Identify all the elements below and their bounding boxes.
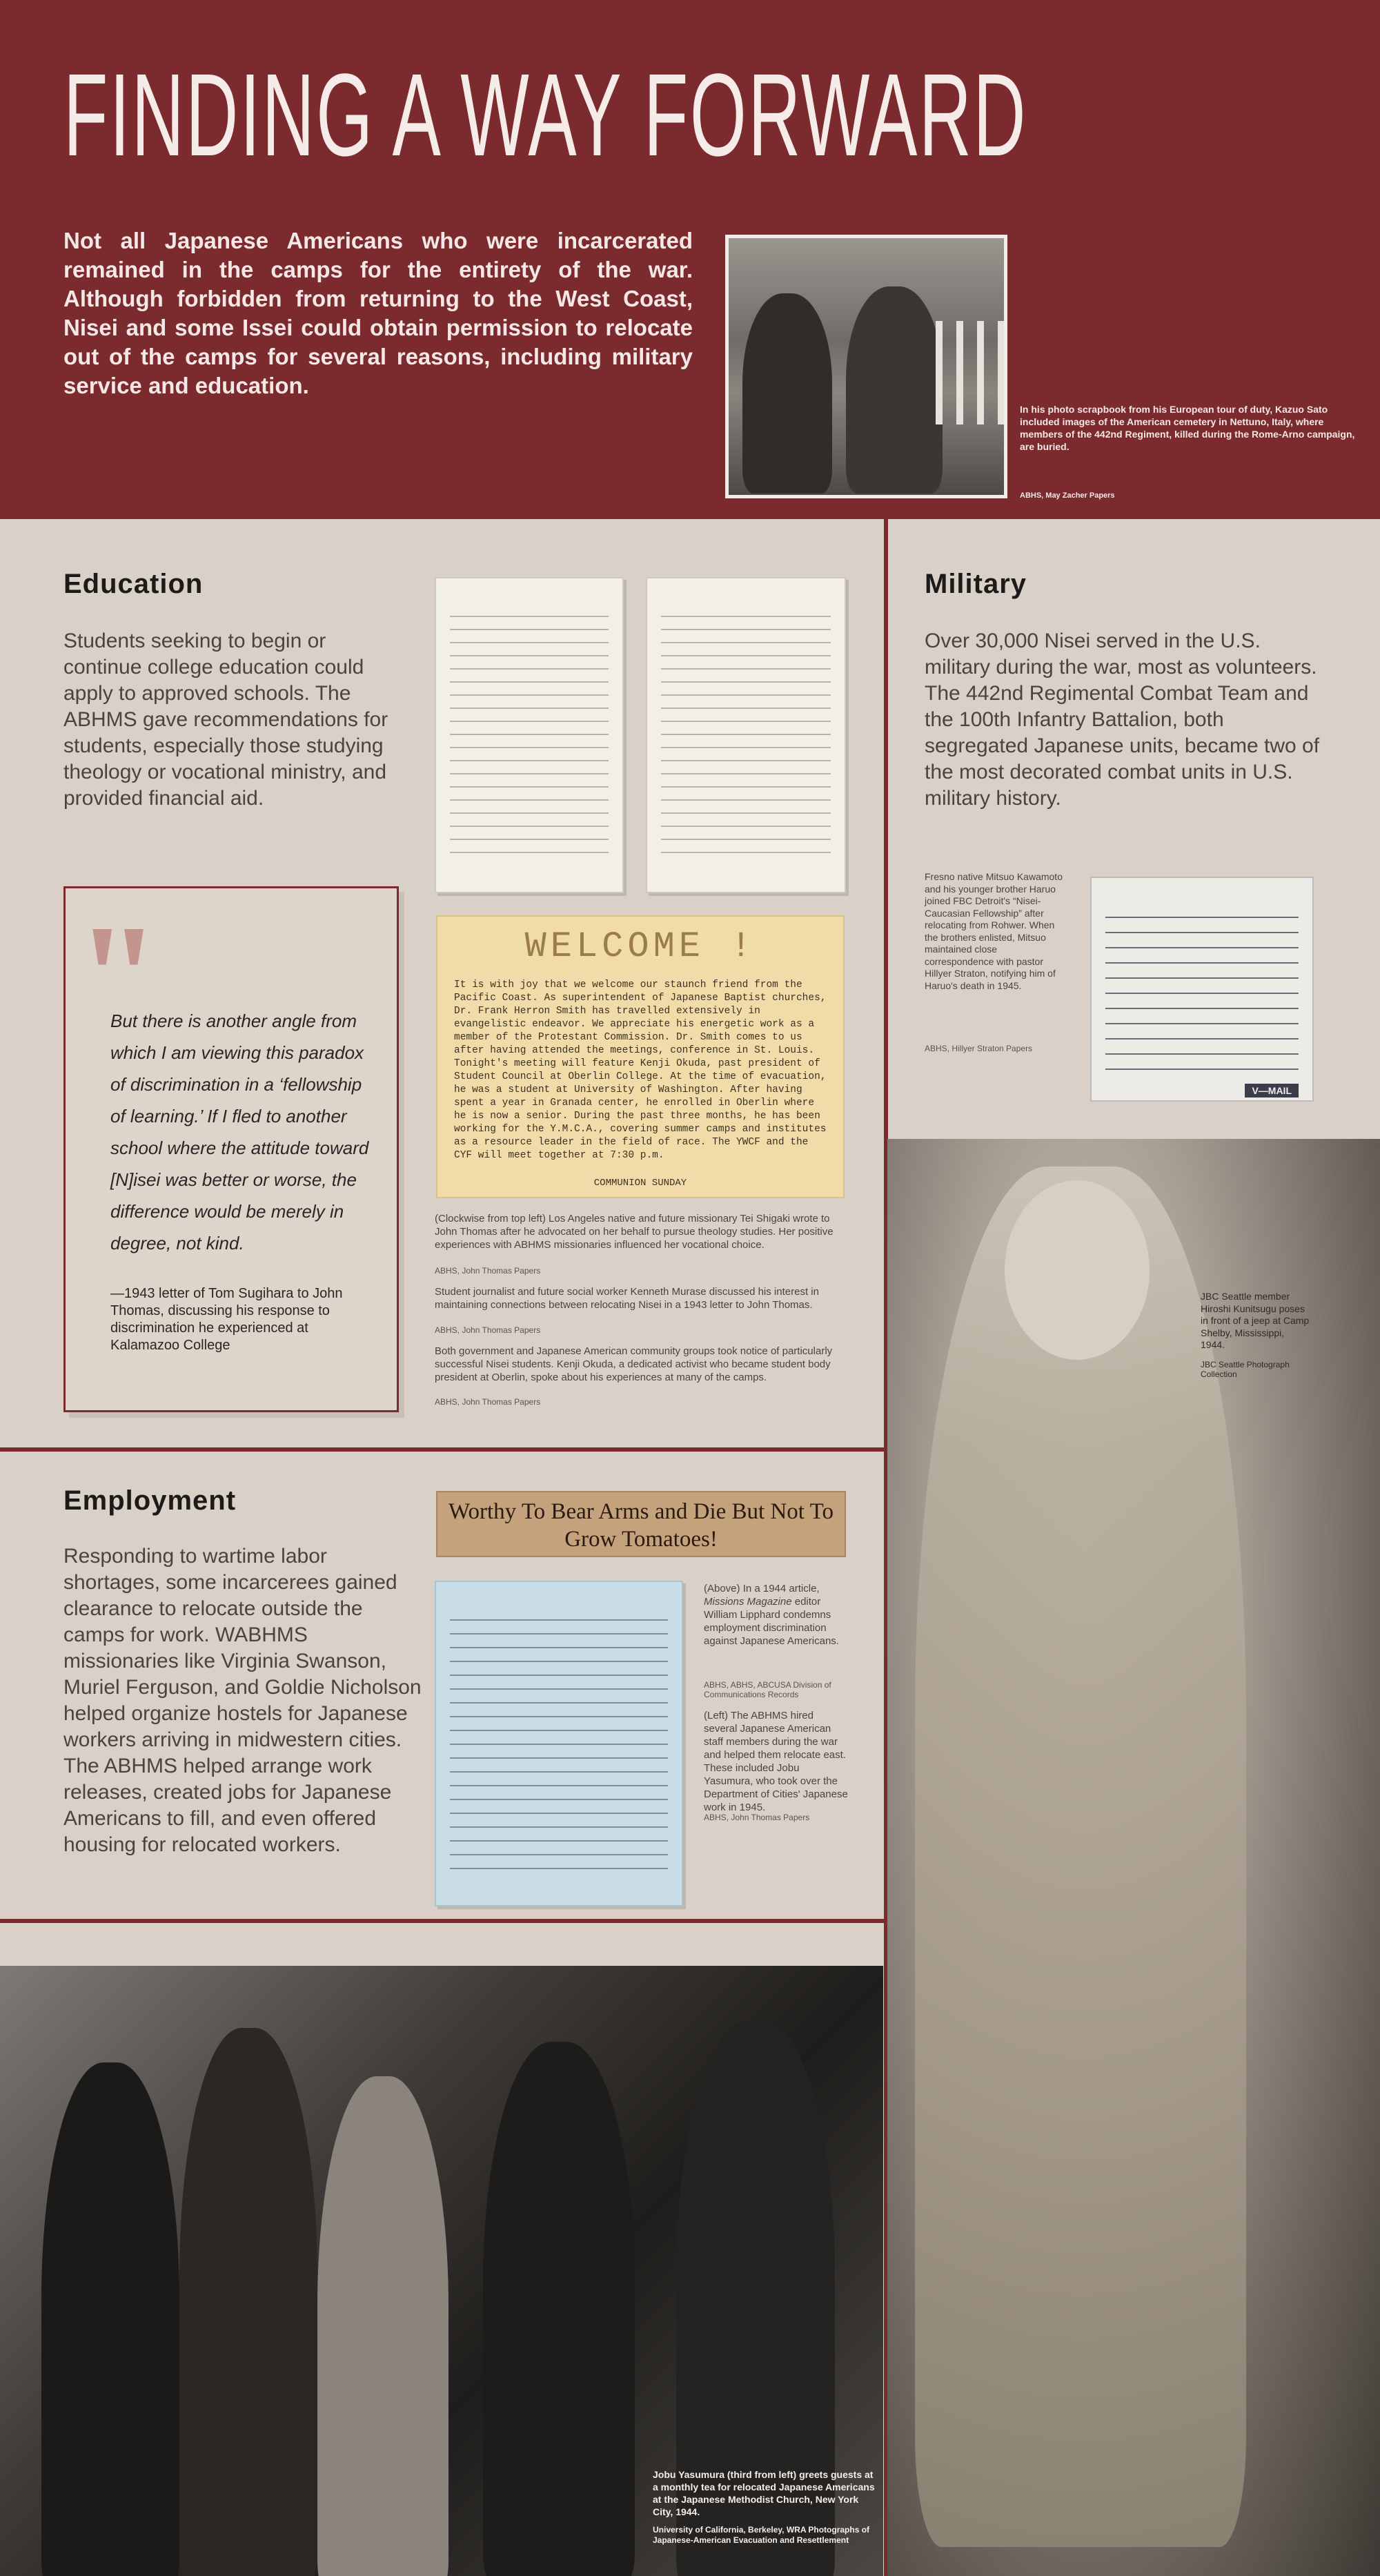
guest-figure-3 bbox=[317, 2076, 448, 2576]
page-title: FINDING A WAY FORWARD bbox=[63, 50, 1028, 181]
employment-body: Responding to wartime labor shortages, some incarcerees gained clearance to relocate outside the camps for work. WABHMS missionaries like Virginia Swanson, Muriel Ferguson, and Goldie Nicholson helped organize hostels for Japanese workers arriving in midwestern cities. The ABHMS helped arrange work releases, created jobs for Japanese Americans to fill, and even offered housing for relocated workers. bbox=[63, 1545, 422, 1856]
education-credit-3: ABHS, John Thomas Papers bbox=[435, 1397, 541, 1407]
yasumura-caption: (Left) The ABHMS hired several Japanese American staff members during the war and helped them relocate east. These included Jobu Yasumura, who took over the Department of Cities' Japanese work in 1945. bbox=[704, 1710, 848, 1813]
soldier-face bbox=[1005, 1180, 1150, 1360]
welcome-body: It is with joy that we welcome our staunch friend from the Pacific Coast. As superintendent of Japanese Baptist churches, Dr. Frank Herron Smith has travelled extensively in evangelistic endeavor. We appreciate his energetic work as a member of the Protestant Commission. Dr. Smith comes to us after having attended the meetings, conference in St. Louis. Tonight's meeting will feature Kenji Okuda, past president of Student Council at Oberlin College. At the time of evacuation, he was a student at University of Washington. After having spent a year in Granada center, he enrolled in Oberlin where he is now a senior. During the past three months, he has been working for the Y.M.C.A., covering summer camps and institutes as a resource leader in the field of race. The YWCF and the CYF will meet together at 7:30 p.m. bbox=[454, 979, 827, 1161]
kunitsugu-caption: JBC Seattle member Hiroshi Kunitsugu poses in front of a jeep at Camp Shelby, Mississippi, 1944. bbox=[1201, 1291, 1310, 1350]
kawamoto-credit: ABHS, Hillyer Straton Papers bbox=[925, 1044, 1033, 1053]
v-mail-letter-image bbox=[1090, 877, 1314, 1102]
intro-text: Not all Japanese Americans who were incarcerated remained in the camps for the entirety of the war. Although forbidden from returning to the West Coast, Nisei and some Issei could obtain permission to relocate out of the camps for several reasons, including military service and education. bbox=[63, 228, 693, 398]
employment-heading: Employment bbox=[63, 1485, 237, 1516]
cemetery-photo-caption: In his photo scrapbook from his European tour of duty, Kazuo Sato included images of the American cemetery in Nettuno, Italy, where members of the 442nd Regiment, killed during the Rome-Arno campaign, are buried. bbox=[1020, 404, 1355, 452]
shigaki-letter-image bbox=[435, 577, 624, 893]
tea-photo-caption: Jobu Yasumura (third from left) greets guests at a monthly tea for relocated Japanese Americans at the Japanese Methodist Church, New York City, 1944. bbox=[653, 2469, 875, 2517]
guest-figure-4 bbox=[483, 2042, 635, 2576]
kunitsugu-photo bbox=[887, 1139, 1380, 2576]
soldier-portrait-figure bbox=[915, 1167, 1246, 2547]
welcome-bulletin-image bbox=[436, 915, 845, 1198]
quote-attribution: —1943 letter of Tom Sugihara to John Thomas, discussing his response to discrimination he experienced at Kalamazoo College bbox=[110, 1286, 343, 1353]
soldier-figure-right bbox=[846, 286, 943, 494]
guest-figure-2 bbox=[179, 2028, 317, 2576]
yasumura-letter-image bbox=[435, 1581, 683, 1906]
welcome-heading: WELCOME ! bbox=[524, 926, 756, 967]
cemetery-photo-credit: ABHS, May Zacher Papers bbox=[1020, 491, 1115, 500]
education-caption-1: (Clockwise from top left) Los Angeles native and future missionary Tei Shigaki wrote to John Thomas after he advocated on her behalf to pursue theology studies. Her positive experiences with ABHMS missionaries influenced her vocational choice. bbox=[435, 1213, 834, 1251]
education-body: Students seeking to begin or continue college education could apply to approved schools. The ABHMS gave recommendations for students, especially those studying theology or vocational ministry, and provided financial aid. bbox=[63, 630, 388, 810]
military-body: Over 30,000 Nisei served in the U.S. military during the war, most as volunteers. The 442nd Regimental Combat Team and the 100th Infantry Battalion, both segregated Japanese units, became two of the most decorated combat units in U.S. military history. bbox=[925, 630, 1320, 810]
headline-caption-start: (Above) In a 1944 article, bbox=[704, 1583, 820, 1594]
education-employment-divider bbox=[0, 1447, 886, 1452]
headline-caption-publication: Missions Magazine bbox=[704, 1596, 792, 1608]
education-credit-1: ABHS, John Thomas Papers bbox=[435, 1266, 541, 1276]
yasumura-credit: ABHS, John Thomas Papers bbox=[704, 1813, 810, 1822]
education-caption-2: Student journalist and future social worker Kenneth Murase discussed his interest in maintaining connections between relocating Nisei in a 1943 letter to John Thomas. bbox=[435, 1286, 819, 1311]
tea-photo-credit: University of California, Berkeley, WRA Photographs of Japanese-American Evacuation and Resettlement bbox=[653, 2525, 870, 2545]
welcome-footer: COMMUNION SUNDAY bbox=[593, 1178, 687, 1189]
v-mail-label: V—MAIL bbox=[1245, 1084, 1299, 1097]
headline-caption-end: editor William Lipphard condemns employment discrimination against Japanese Americans. bbox=[704, 1596, 839, 1647]
missions-magazine-headline: Worthy To Bear Arms and Die But Not To Grow Tomatoes! bbox=[436, 1491, 846, 1557]
education-caption-3: Both government and Japanese American community groups took notice of particularly successful Nisei students. Kenji Okuda, a dedicated activist who became student body president at Oberlin, spoke about his experiences at many of the camps. bbox=[435, 1345, 833, 1383]
military-heading: Military bbox=[925, 569, 1027, 599]
headline-caption bbox=[704, 1582, 849, 1648]
employment-photo-divider bbox=[0, 1919, 886, 1923]
education-heading: Education bbox=[63, 569, 204, 599]
soldier-figure-left bbox=[742, 293, 832, 494]
kawamoto-caption: Fresno native Mitsuo Kawamoto and his younger brother Haruo joined FBC Detroit's “Nisei-Caucasian Fellowship” after relocating from Rohwer. When the brothers enlisted, Mitsuo maintained close correspondence with pastor Hillyer Straton, notifying him of Haruo's death in 1945. bbox=[925, 871, 1063, 991]
quote-mark-icon: " bbox=[76, 893, 161, 1062]
kunitsugu-credit: JBC Seattle Photograph Collection bbox=[1201, 1360, 1290, 1379]
sugihara-quote: But there is another angle from which I am viewing this paradox of discrimination in a ‘fellowship of learning.’ If I fled to another school where the attitude toward [N]isei was better or worse, the difference would be merely in degree, not kind. bbox=[110, 1011, 369, 1253]
cemetery-photo bbox=[725, 235, 1007, 498]
guest-figure-1 bbox=[41, 2062, 179, 2576]
murase-letter-image bbox=[646, 577, 846, 893]
grave-crosses bbox=[936, 321, 1007, 425]
education-credit-2: ABHS, John Thomas Papers bbox=[435, 1325, 541, 1335]
headline-credit: ABHS, ABHS, ABCUSA Division of Communications Records bbox=[704, 1680, 831, 1699]
